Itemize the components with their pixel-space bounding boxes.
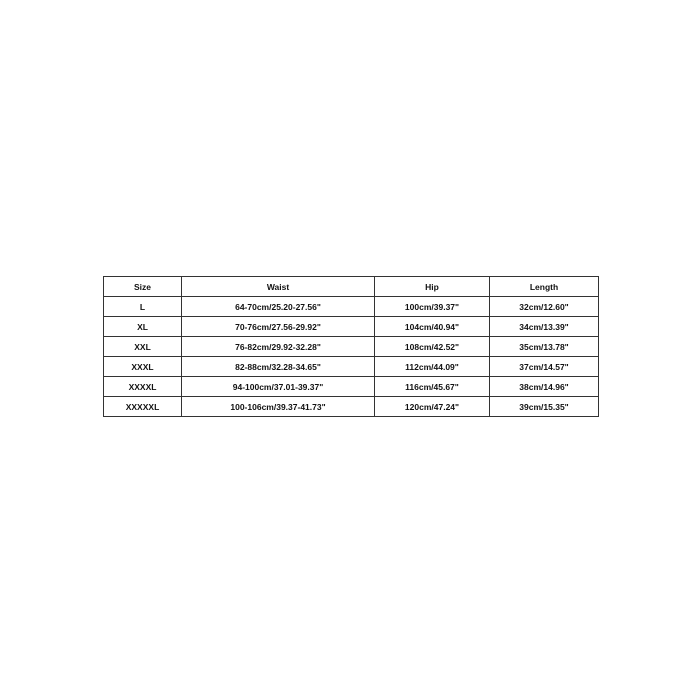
cell-waist: 76-82cm/29.92-32.28" [182,337,375,357]
cell-size: XXXXXL [104,397,182,417]
cell-hip: 104cm/40.94" [375,317,490,337]
cell-size: XXXXL [104,377,182,397]
cell-size: XL [104,317,182,337]
cell-hip: 112cm/44.09" [375,357,490,377]
cell-hip: 120cm/47.24" [375,397,490,417]
cell-hip: 100cm/39.37" [375,297,490,317]
table-header-row [104,277,599,297]
cell-waist: 100-106cm/39.37-41.73" [182,397,375,417]
cell-length: 35cm/13.78" [490,337,599,357]
cell-hip: 116cm/45.67" [375,377,490,397]
table-row [104,337,599,357]
cell-waist: 64-70cm/25.20-27.56" [182,297,375,317]
cell-length: 39cm/15.35" [490,397,599,417]
cell-waist: 70-76cm/27.56-29.92" [182,317,375,337]
table-row [104,357,599,377]
cell-size: XXXL [104,357,182,377]
cell-waist: 94-100cm/37.01-39.37" [182,377,375,397]
cell-length: 37cm/14.57" [490,357,599,377]
cell-length: 32cm/12.60" [490,297,599,317]
cell-length: 34cm/13.39" [490,317,599,337]
table-row [104,397,599,417]
size-chart-table [103,276,599,417]
header-waist: Waist [182,277,375,297]
cell-hip: 108cm/42.52" [375,337,490,357]
header-hip: Hip [375,277,490,297]
table-row [104,317,599,337]
header-length: Length [490,277,599,297]
cell-length: 38cm/14.96" [490,377,599,397]
table-row [104,297,599,317]
cell-waist: 82-88cm/32.28-34.65" [182,357,375,377]
cell-size: XXL [104,337,182,357]
table-row [104,377,599,397]
cell-size: L [104,297,182,317]
header-size: Size [104,277,182,297]
